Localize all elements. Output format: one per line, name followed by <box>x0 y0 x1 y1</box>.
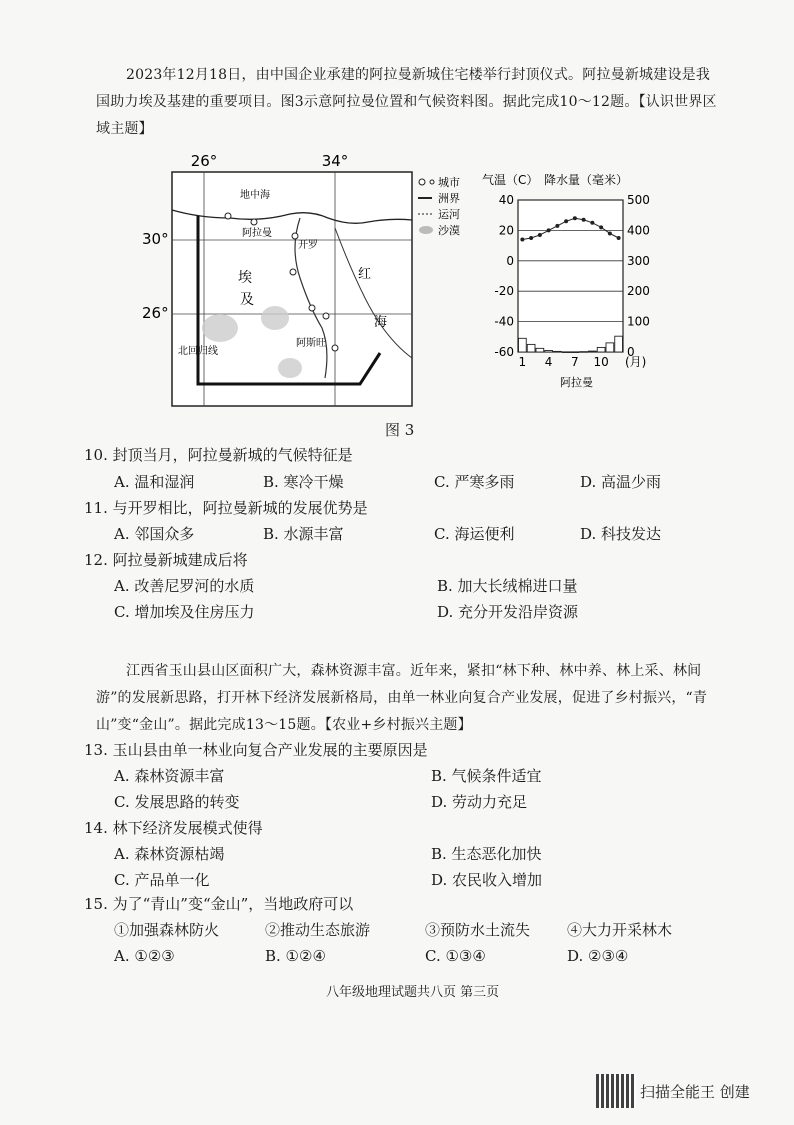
temp-point <box>555 224 559 228</box>
q10-option-b[interactable]: B. 寒冷干燥 <box>263 473 344 491</box>
precip-tick-label: 100 <box>627 314 650 329</box>
climate-chart <box>478 172 668 392</box>
label-red-2: 海 <box>374 315 388 330</box>
precip-bar <box>606 343 614 352</box>
question-11: 11. 与开罗相比，阿拉曼新城的发展优势是 <box>84 499 368 517</box>
q10-option-c[interactable]: C. 严寒多雨 <box>434 473 515 491</box>
scanner-watermark: 扫描全能王 创建 <box>640 1083 750 1101</box>
label-red-1: 红 <box>358 267 372 282</box>
intro-paragraph-1: 2023年12月18日，由中国企业承建的阿拉曼新城住宅楼举行封顶仪式。阿拉曼新城建设是我国助力埃及基建的重要项目。图3示意阿拉曼位置和气候资料图。据此完成10～12题。【认识世界区域主题】 <box>96 67 717 137</box>
temp-point <box>573 216 577 220</box>
q15-item-3: ③预防水土流失 <box>425 921 531 939</box>
q14-option-a[interactable]: A. 森林资源枯竭 <box>114 845 225 863</box>
precip-bar <box>571 352 579 353</box>
q15-option-b[interactable]: B. ①②④ <box>265 947 326 965</box>
left-axis-title: 气温（C） <box>482 173 539 187</box>
precip-bar <box>562 352 570 353</box>
q13-option-a[interactable]: A. 森林资源丰富 <box>114 767 225 785</box>
lon-26: 26° <box>190 152 218 170</box>
question-15: 15. 为了“青山”变“金山”，当地政府可以 <box>84 895 354 913</box>
precip-tick-label: 0 <box>627 345 635 359</box>
map-legend <box>418 176 460 237</box>
q14-option-d[interactable]: D. 农民收入增加 <box>431 871 543 889</box>
svg-text:沙漠: 沙漠 <box>438 224 460 237</box>
q11-option-a[interactable]: A. 邻国众多 <box>114 525 195 543</box>
temp-point <box>564 219 568 223</box>
question-10: 10. 封顶当月，阿拉曼新城的气候特征是 <box>84 446 353 464</box>
q11-option-b[interactable]: B. 水源丰富 <box>263 525 344 543</box>
temp-tick-label: 0 <box>506 253 514 268</box>
q14-option-b[interactable]: B. 生态恶化加快 <box>431 845 542 863</box>
temp-point <box>599 225 603 229</box>
temp-tick-label: -20 <box>494 284 514 299</box>
temp-tick-label: -40 <box>494 314 514 329</box>
temp-point <box>608 231 612 235</box>
q13-option-b[interactable]: B. 气候条件适宜 <box>431 767 542 785</box>
q12-option-d[interactable]: D. 充分开发沿岸资源 <box>437 603 579 621</box>
svg-text:运河: 运河 <box>438 208 460 221</box>
question-14: 14. 林下经济发展模式使得 <box>84 819 263 837</box>
temp-point <box>590 221 594 225</box>
q12-option-b[interactable]: B. 加大长绒棉进口量 <box>437 577 578 595</box>
qr-code-icon <box>596 1074 636 1108</box>
q11-option-c[interactable]: C. 海运便利 <box>434 525 515 543</box>
intro-paragraph-2: 江西省玉山县山区面积广大，森林资源丰富。近年来，紧扣“林下种、林中养、林上采、林间游”的发展新思路，打开林下经济发展新格局，由单一林业向复合产业发展，促进了乡村振兴，“青山”变“金山”。据此完成13～15题。【农业+乡村振兴主题】 <box>96 663 708 733</box>
precip-tick-label: 500 <box>627 193 650 207</box>
q10-option-a[interactable]: A. 温和湿润 <box>114 473 195 491</box>
precip-bar <box>527 344 535 352</box>
q15-option-a[interactable]: A. ①②③ <box>114 947 175 965</box>
precip-tick-label: 300 <box>627 253 650 268</box>
temp-point <box>582 218 586 222</box>
right-axis-title: 降水量（毫米） <box>544 173 629 187</box>
temp-point <box>538 233 542 237</box>
lon-34: 34° <box>321 152 349 170</box>
question-12: 12. 阿拉曼新城建成后将 <box>84 551 248 569</box>
precip-tick-label: 400 <box>627 223 650 238</box>
chart-frame <box>518 200 623 352</box>
month-tick-label: 7 <box>571 355 579 369</box>
question-13: 13. 玉山县由单一林业向复合产业发展的主要原因是 <box>84 741 428 759</box>
month-tick-label: 10 <box>593 355 609 369</box>
temp-point <box>547 228 551 232</box>
q15-option-c[interactable]: C. ①③④ <box>425 947 486 965</box>
q12-option-c[interactable]: C. 增加埃及住房压力 <box>114 603 255 621</box>
temp-point <box>617 236 621 240</box>
precip-bar <box>589 351 597 352</box>
label-tropic: 北回归线 <box>178 346 218 357</box>
label-egypt-1: 埃 <box>238 270 252 286</box>
figure-caption: 图 3 <box>385 421 415 439</box>
station-name: 阿拉曼 <box>560 376 593 389</box>
precip-bar <box>545 350 553 352</box>
lat-26: 26° <box>142 304 169 322</box>
temp-tick-label: -60 <box>494 345 514 359</box>
x-unit-label: (月) <box>625 355 647 369</box>
label-cairo: 开罗 <box>298 240 318 251</box>
month-tick-label: 1 <box>518 355 527 369</box>
label-aswan: 阿斯旺 <box>296 338 326 349</box>
q13-option-c[interactable]: C. 发展思路的转变 <box>114 793 240 811</box>
q13-option-d[interactable]: D. 劳动力充足 <box>431 793 528 811</box>
temp-tick-label: 20 <box>498 223 514 238</box>
precip-bar <box>580 352 588 353</box>
page-footer: 八年级地理试题共八页 第三页 <box>326 985 500 1000</box>
svg-text:城市: 城市 <box>438 176 460 189</box>
label-sea: 地中海 <box>240 190 270 201</box>
svg-text:洲界: 洲界 <box>438 192 460 205</box>
temp-tick-label: 40 <box>498 193 514 207</box>
egypt-map <box>142 148 480 410</box>
q10-option-d[interactable]: D. 高温少雨 <box>580 473 662 491</box>
q11-option-d[interactable]: D. 科技发达 <box>580 525 662 543</box>
precip-bar <box>615 336 623 352</box>
temp-point <box>529 236 533 240</box>
precip-bar <box>519 338 527 352</box>
month-tick-label: 4 <box>544 355 553 369</box>
label-egypt-2: 及 <box>240 292 254 308</box>
q15-item-2: ②推动生态旅游 <box>265 921 371 939</box>
q12-option-a[interactable]: A. 改善尼罗河的水质 <box>114 577 255 595</box>
q14-option-c[interactable]: C. 产品单一化 <box>114 871 210 889</box>
precip-bar <box>597 347 605 352</box>
precip-bar <box>536 348 544 352</box>
temp-point <box>520 238 524 242</box>
q15-item-4: ④大力开采林木 <box>567 921 673 939</box>
q15-item-1: ①加强森林防火 <box>114 921 220 939</box>
precip-bar <box>554 351 562 352</box>
lat-30: 30° <box>142 230 169 248</box>
q15-option-d[interactable]: D. ②③④ <box>567 947 629 965</box>
label-alamein: 阿拉曼 <box>242 228 272 239</box>
precip-tick-label: 200 <box>627 284 650 299</box>
